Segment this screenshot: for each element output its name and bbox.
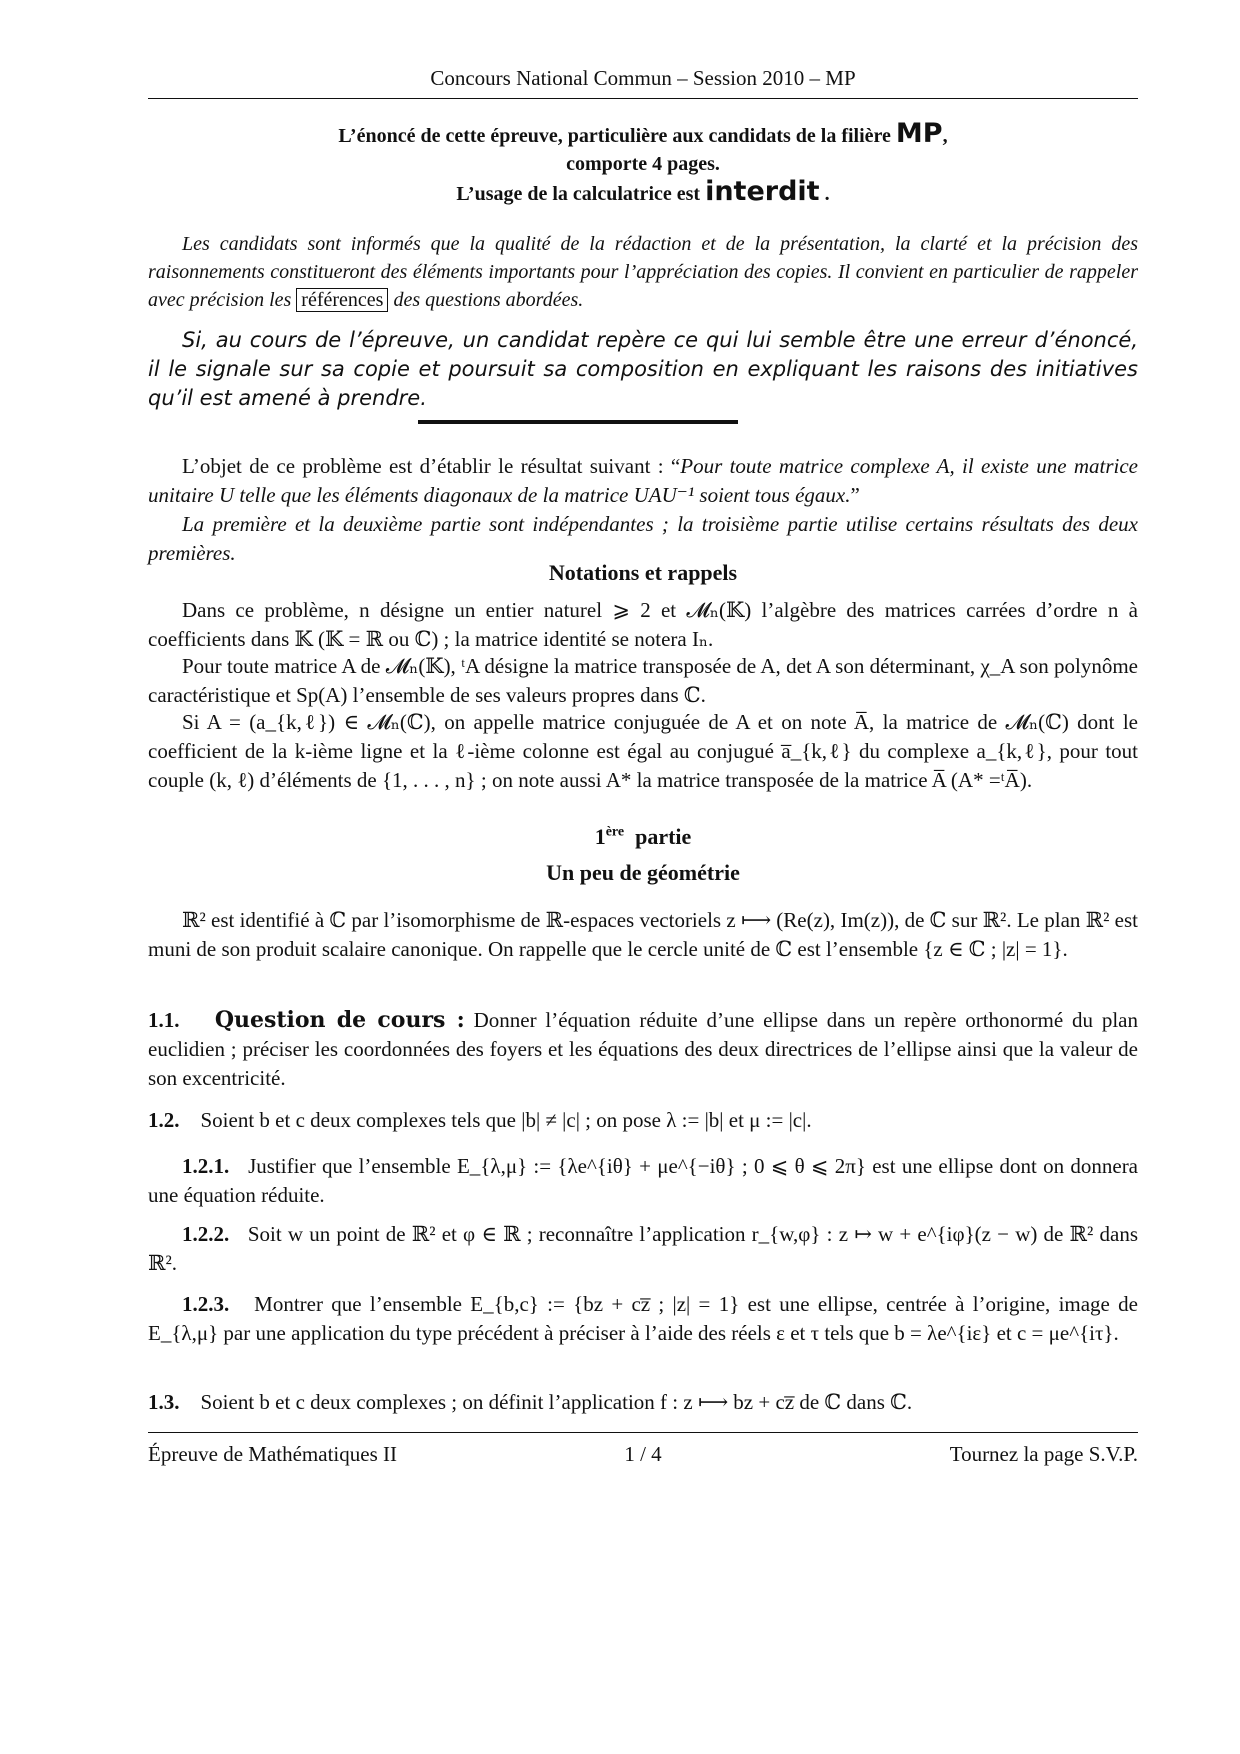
calculator-forbidden: interdit (705, 176, 820, 207)
footer-rule (148, 1432, 1138, 1433)
part1-heading: 1ère partie (594, 824, 692, 849)
objective-paragraph: L’objet de ce problème est d’établir le résultat suivant : “Pour toute matrice complexe A, il existe une matrice unitaire U telle que les éléments diagonaux de la matrice UAU⁻¹ soient tous égaux.” (148, 454, 1138, 507)
header-rule (148, 98, 1138, 99)
footer-right: Tournez la page S.V.P. (949, 1442, 1138, 1466)
question-1-2-1: 1.2.1. Justifier que l’ensemble E_{λ,μ} := {λe^{iθ} + μe^{−iθ} ; 0 ⩽ θ ⩽ 2π} est une ellipse dont on donnera une équation réduite. (148, 1154, 1139, 1207)
notations-paragraph-3: Si A = (a_{k,ℓ}) ∈ 𝓜ₙ(ℂ), on appelle matrice conjuguée de A et on note A̅, la matrice de 𝓜ₙ(ℂ) dont le coefficient de la k-ième ligne et la ℓ-ième colonne est égal au conjugué a̅_{k,ℓ} du complexe a_{k,ℓ}, pour tout couple (k, ℓ) d’éléments de {1, . . . , n} ; on note aussi A* la matrice transposée de la matrice A̅ (A* =ᵗA̅). (148, 710, 1138, 792)
filiere-mp: MP (895, 118, 943, 149)
question-1-3: 1.3. Soient b et c deux complexes ; on définit l’application f : z ⟼ bz + cz̅ de ℂ dans ℂ. (148, 1390, 913, 1414)
exam-page (148, 0, 1138, 1754)
page-header: Concours National Commun – Session 2010 – MP (430, 66, 856, 90)
question-1-2: 1.2. Soient b et c deux complexes tels que |b| ≠ |c| ; on pose λ := |b| et μ := |c|. (148, 1108, 812, 1132)
question-1-2-2: 1.2.2. Soit w un point de ℝ² et φ ∈ ℝ ; reconnaître l’application r_{w,φ} : z ↦ w + e^{iφ}(z − w) de ℝ² dans ℝ². (148, 1222, 1138, 1275)
section-separator (418, 420, 738, 424)
notations-paragraph-2: Pour toute matrice A de 𝓜ₙ(𝕂), ᵗA désigne la matrice transposée de A, det A son déterminant, χ_A son polynôme caractéristique et Sp(A) l’ensemble de ses valeurs propres dans ℂ. (148, 654, 1138, 707)
part1-title: Un peu de géométrie (546, 860, 740, 885)
intro-line-1: L’énoncé de cette épreuve, particulière aux candidats de la filière MP, (338, 118, 948, 149)
parts-note: La première et la deuxième partie sont indépendantes ; la troisième partie utilise certains résultats des deux premières. (148, 512, 1138, 565)
instructions-paragraph-2: Si, au cours de l’épreuve, un candidat repère ce qui lui semble être une erreur d’énoncé, il le signale sur sa copie et poursuit sa composition en expliquant les raisons des initiatives qu’il est amené à prendre. (148, 328, 1138, 410)
intro-line-3: L’usage de la calculatrice est interdit . (456, 176, 830, 207)
part1-intro: ℝ² est identifié à ℂ par l’isomorphisme de ℝ-espaces vectoriels z ⟼ (Re(z), Im(z)), de ℂ sur ℝ². Le plan ℝ² est muni de son produit scalaire canonique. On rappelle que le cercle unité de ℂ est l’ensemble {z ∈ ℂ ; |z| = 1}. (148, 908, 1138, 961)
question-1-1: 1.1. Question de cours : Donner l’équation réduite d’une ellipse dans un repère orthonormé du plan euclidien ; préciser les coordonnées des foyers et les équations des deux directrices de l’ellipse ainsi que la valeur de son excentricité. (148, 1007, 1139, 1090)
intro-line-2: comporte 4 pages. (566, 153, 720, 175)
instructions-paragraph-1: Les candidats sont informés que la qualité de la rédaction et de la présentation, la clarté et la précision des raisonnements constitueront des éléments importants pour l’appréciation des copies. Il convient en particulier de rappeler avec précision les références des questions abordées. (148, 233, 1138, 311)
references-box: références (296, 288, 388, 312)
page-number: 1 / 4 (624, 1442, 662, 1466)
exam-intro (148, 120, 1138, 208)
notations-title: Notations et rappels (548, 560, 738, 585)
question-1-2-3: 1.2.3. Montrer que l’ensemble E_{b,c} := {bz + cz̅ ; |z| = 1} est une ellipse, centrée à l’origine, image de E_{λ,μ} par une application du type précédent à préciser à l’aide des réels ε et τ tels que b = λe^{iε} et c = μe^{iτ}. (148, 1292, 1138, 1345)
footer-left: Épreuve de Mathématiques II (148, 1442, 397, 1466)
notations-paragraph-1: Dans ce problème, n désigne un entier naturel ⩾ 2 et 𝓜ₙ(𝕂) l’algèbre des matrices carrées d’ordre n à coefficients dans 𝕂 (𝕂 = ℝ ou ℂ) ; la matrice identité se notera Iₙ. (148, 598, 1138, 651)
